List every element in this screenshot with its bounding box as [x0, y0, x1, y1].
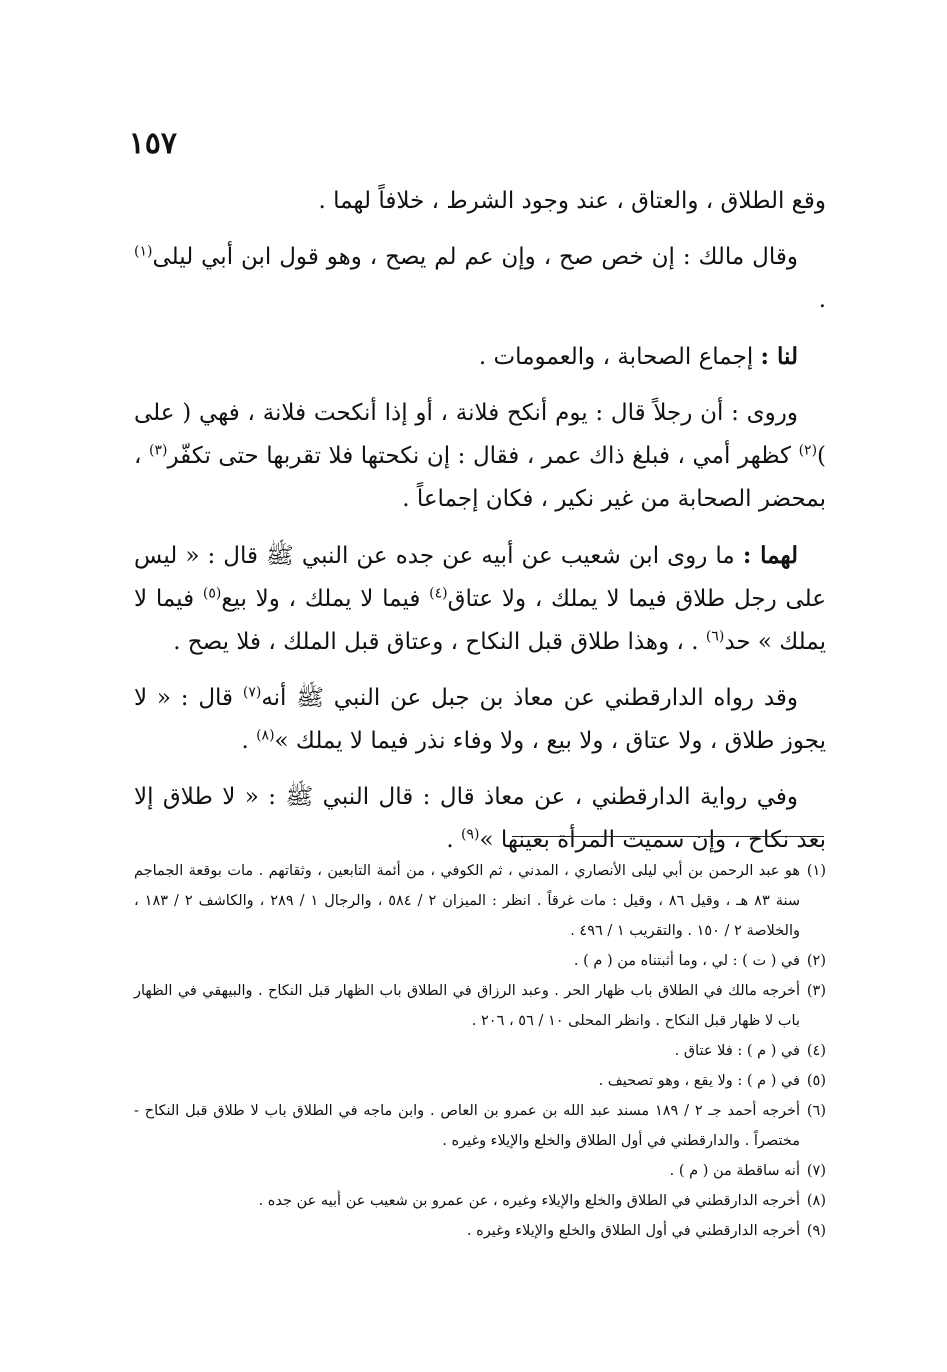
- paragraph-text: . ، وهذا طلاق قبل النكاح ، وعتاق قبل الملك ، فلا يصح .: [173, 629, 706, 655]
- paragraph-text: .: [818, 287, 826, 313]
- footnote-1: [134, 856, 826, 946]
- paragraph-lead: لهما :: [742, 542, 798, 569]
- paragraph-text: وروى : أن رجلاً قال : يوم أنكح فلانة ، أو إذا أنكحت فلانة ، فهي ( على ): [134, 400, 827, 469]
- footnote-text: في ( ت ) : لي ، وما أثبتناه من ( م ) .: [573, 953, 800, 969]
- paragraph-2: [134, 236, 826, 322]
- main-text: [134, 180, 826, 875]
- footnote-ref[interactable]: (٦): [705, 628, 725, 645]
- footnote-text: أخرجه مالك في الطلاق باب ظهار الحر . وعبد الرزاق في الطلاق باب الظهار قبل النكاح . والبيهقي في الظهار باب لا ظهار قبل النكاح . وانظر المحلى ١٠ / ٥٦ ، ٢٠٦ .: [134, 983, 800, 1029]
- footnote-3: [134, 976, 826, 1036]
- footnote-number: (٩): [806, 1223, 826, 1239]
- footnote-number: (٦): [806, 1103, 826, 1119]
- paragraph-text: ، بمحضر الصحابة من غير نكير ، فكان إجماعاً .: [134, 443, 826, 512]
- paragraph-text: قال : « لا يجوز طلاق ، ولا عتاق ، ولا بيع ، ولا وفاء نذر فيما لا يملك »: [134, 685, 826, 754]
- paragraph-text: فيما لا يملك ، ولا بيع: [221, 586, 430, 612]
- footnote-text: أخرجه أحمد جـ ٢ / ١٨٩ مسند عبد الله بن عمرو بن العاص . وابن ماجه في الطلاق باب لا طلاق قبل النكاح - مختصراً . والدارقطني في أول الطلاق والخلع والإيلاء وغيره .: [134, 1103, 800, 1149]
- footnote-ref[interactable]: (٧): [242, 684, 262, 701]
- footnote-number: (٥): [806, 1073, 826, 1089]
- footnote-text: أخرجه الدارقطني في الطلاق والخلع والإيلاء وغيره ، عن عمرو بن شعيب عن أبيه عن جده .: [258, 1193, 800, 1209]
- paragraph-text: فيما لا يملك » حد: [134, 586, 826, 655]
- footnote-ref[interactable]: (٤): [429, 585, 448, 602]
- footnote-9: [134, 1216, 826, 1246]
- paragraph-text: وقد رواه الدارقطني عن معاذ بن جبل عن النبي ﷺ أنه: [261, 685, 798, 711]
- paragraph-7: [134, 776, 826, 862]
- paragraph-text: وقع الطلاق ، والعتاق ، عند وجود الشرط ، خلافاً لهما .: [318, 188, 826, 214]
- footnote-text: في ( م ) : فلا عتاق .: [674, 1043, 800, 1059]
- footnote-number: (٣): [806, 983, 826, 999]
- footnote-ref[interactable]: (٨): [256, 727, 275, 744]
- footnote-6: [134, 1096, 826, 1156]
- paragraph-text: .: [241, 728, 257, 754]
- footnote-ref[interactable]: (١): [134, 243, 153, 260]
- footnote-7: [134, 1156, 826, 1186]
- footnote-text: هو عبد الرحمن بن أبي ليلى الأنصاري ، المدني ، ثم الكوفي ، من أئمة التابعين ، وثقاتهم . مات بوقعة الجماجم سنة ٨٣ هـ ، وقيل ٨٦ ، وقيل : مات غرقاً . انظر : الميزان ٢ / ٥٨٤ ، والرجال ١ / ٢٨٩ ، والكاشف ٢ / ١٨٣ ، والخلاصة ٢ / ١٥٠ . والتقريب ١ / ٤٩٦ .: [134, 863, 801, 939]
- footnote-4: [134, 1036, 826, 1066]
- footnote-text: في ( م ) : ولا يقع ، وهو تصحيف .: [598, 1073, 800, 1089]
- paragraph-3: [134, 335, 826, 379]
- footnote-text: أخرجه الدارقطني في أول الطلاق والخلع والإيلاء وغيره .: [466, 1223, 800, 1239]
- footnote-number: (٨): [806, 1193, 826, 1209]
- page-number: ١٥٧: [128, 126, 177, 161]
- footnote-ref[interactable]: (٣): [148, 442, 168, 459]
- footnote-separator: [512, 836, 824, 837]
- footnote-5: [134, 1066, 826, 1096]
- footnote-2: [134, 946, 826, 976]
- footnote-ref[interactable]: (٢): [798, 442, 818, 459]
- paragraph-text: وقال مالك : إن خص صح ، وإن عم لم يصح ، وهو قول ابن أبي ليلى: [152, 244, 798, 270]
- paragraph-text: كظهر أمي ، فبلغ ذاك عمر ، فقال : إن نكحتها فلا تقربها حتى تكفّر: [167, 443, 799, 469]
- paragraph-1: [134, 180, 826, 223]
- footnote-number: (١): [806, 863, 826, 879]
- paragraph-text: إجماع الصحابة ، والعمومات .: [478, 344, 761, 370]
- footnote-text: أنه ساقطة من ( م ) .: [669, 1163, 800, 1179]
- paragraph-4: [134, 392, 826, 521]
- paragraph-text: .: [446, 827, 462, 853]
- paragraph-text: وفي رواية الدارقطني ، عن معاذ قال : قال النبي ﷺ : « لا طلاق إلا بعد نكاح ، وإن سميت المرأة بعينها »: [134, 784, 826, 853]
- paragraph-6: [134, 677, 826, 763]
- footnote-8: [134, 1186, 826, 1216]
- footnote-number: (٤): [806, 1043, 826, 1059]
- footnotes: [134, 856, 826, 1246]
- footnote-ref[interactable]: (٥): [202, 585, 222, 602]
- footnote-number: (٢): [806, 953, 826, 969]
- footnote-ref[interactable]: (٩): [461, 826, 480, 843]
- paragraph-5: [134, 534, 826, 664]
- paragraph-lead: لنا :: [760, 343, 798, 370]
- footnote-number: (٧): [806, 1163, 826, 1179]
- paragraph-text: ما روى ابن شعيب عن أبيه عن جده عن النبي ﷺ قال : « ليس على رجل طلاق فيما لا يملك ، ولا عتاق: [134, 543, 826, 612]
